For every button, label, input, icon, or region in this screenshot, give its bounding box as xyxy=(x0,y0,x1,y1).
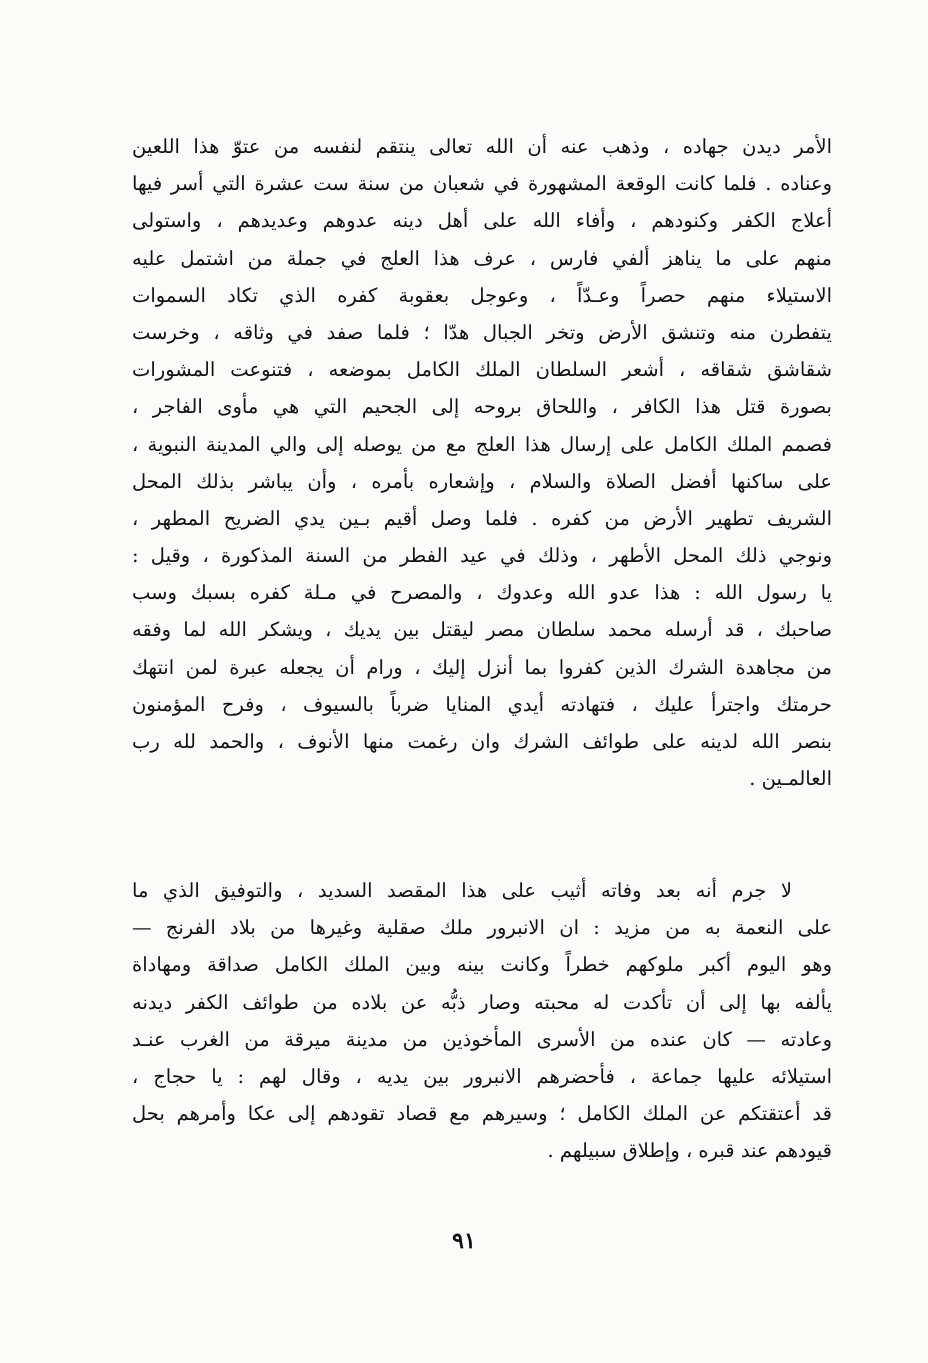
text-line: وعادته — كان عنده من الأسرى المأخوذين من مدينة ميرقة من الغرب عنـد xyxy=(132,1027,832,1051)
text-line: يألفه بها إلى أن تأكدت له محبته وصار ذبُّه عن بلاده من طوائف الكفر ديدنه xyxy=(132,990,832,1014)
paragraph-2 xyxy=(132,872,832,1170)
text-line: من مجاهدة الشرك الذين كفروا بما أنزل إليك ، ورام أن يجعله عبرة لمن انتهك xyxy=(132,655,832,679)
text-line: العالمـين . xyxy=(749,767,832,791)
text-line: على ساكنها أفضل الصلاة والسلام ، وإشعاره بأمره ، وأن يباشر بذلك المحل xyxy=(132,469,832,493)
text-line: يا رسول الله : هذا عدو الله وعدوك ، والمصرح في مـلة كفره بسبك وسب xyxy=(132,581,832,605)
text-line: ونوجي ذلك المحل الأطهر ، وذلك في عيد الفطر من السنة المذكورة ، وقيل : xyxy=(132,544,832,568)
text-line: بنصر الله لدينه على طوائف الشرك وان رغمت منها الأنوف ، والحمد لله رب xyxy=(132,730,832,753)
text-line: فصمم الملك الكامل على إرسال هذا العلج مع من يوصله إلى والي المدينة النبوية ، xyxy=(132,432,832,456)
text-line: وهو اليوم أكبر ملوكهم خطراً وكانت بينه وبين الملك الكامل صداقة ومهاداة xyxy=(132,953,832,977)
text-line: منهم على ما يناهز ألفي فارس ، عرف هذا العلج في جملة من اشتمل عليه xyxy=(132,246,832,270)
paragraph-1 xyxy=(132,128,832,797)
text-line: صاحبك ، قد أرسله محمد سلطان مصر ليقتل بين يديك ، ويشكر الله لما وفقه xyxy=(132,618,832,642)
text-line: الأمر ديدن جهاده ، وذهب عنه أن الله تعالى ينتقم لنفسه من عتوّ هذا اللعين xyxy=(132,135,832,158)
text-line: بصورة قتل هذا الكافر ، واللحاق بروحه إلى الجحيم التي هي مأوى الفاجر ، xyxy=(132,395,832,419)
text-line: وعناده . فلما كانت الوقعة المشهورة في شعبان من سنة ست عشرة التي أسر فيها xyxy=(132,172,832,196)
text-line: الشريف تطهير الأرض من كفره . فلما وصل أقيم بـين يدي الضريح المطهر ، xyxy=(132,506,832,530)
text-line: الاستيلاء منهم حصراً وعـدّاً ، وعوجل بعقوبة كفره الذي تكاد السموات xyxy=(132,283,832,307)
page-number: ٩١ xyxy=(452,1228,476,1254)
text-line: قيودهم عند قبره ، وإطلاق سبيلهم . xyxy=(547,1139,832,1163)
text-line: أعلاج الكفر وكنودهم ، وأفاء الله على أهل دينه عدوهم وعديدهم ، واستولى xyxy=(132,209,832,233)
text-line: شقاشق شقاقه ، أشعر السلطان الملك الكامل بموضعه ، فتنوعت المشورات xyxy=(132,358,832,382)
text-line: يتفطرن منه وتنشق الأرض وتخر الجبال هدّا ؛ فلما صفد في وثاقه ، وخرست xyxy=(132,320,832,344)
text-line: لا جرم أنه بعد وفاته أثيب على هذا المقصد السديد ، والتوفيق الذي ما xyxy=(132,879,792,902)
text-line: حرمتك واجترأ عليك ، فتهادته أيدي المنايا ضرباً بالسيوف ، وفرح المؤمنون xyxy=(132,692,832,716)
text-line: استيلائه عليها جماعة ، فأحضرهم الانبرور بين يديه ، وقال لهم : يا حجاج ، xyxy=(132,1064,832,1088)
text-line: قد أعتقتكم عن الملك الكامل ؛ وسيرهم مع قصاد تقودهم إلى عكا وأمرهم بحل xyxy=(132,1102,832,1126)
text-line: على النعمة به من مزيد : ان الانبرور ملك صقلية وغيرها من بلاد الفرنج — xyxy=(132,916,832,940)
